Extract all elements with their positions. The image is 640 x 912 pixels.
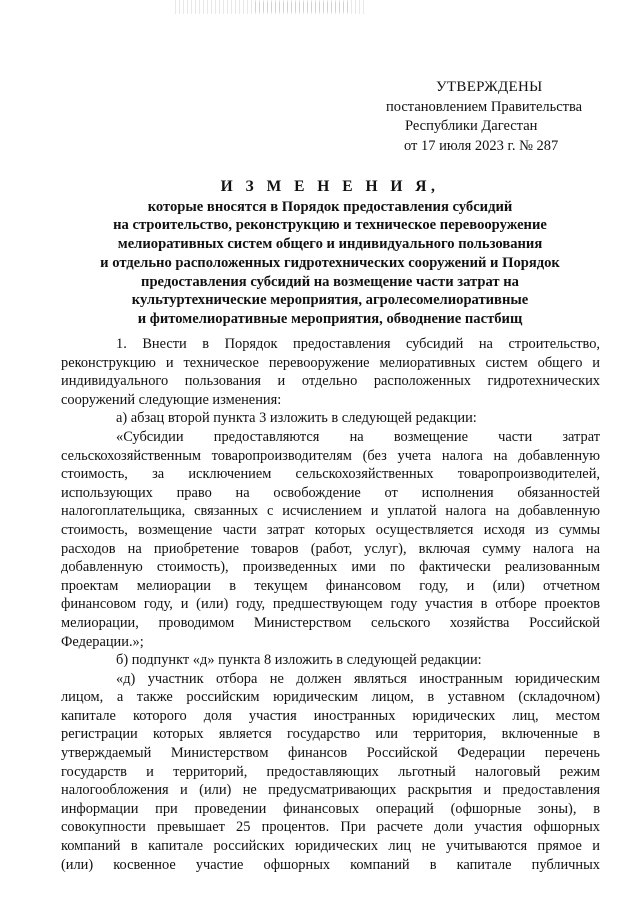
body-line: стоимость, возмещение части затрат которых осуществляется исходя из суммы <box>61 521 600 538</box>
body-line: информации при проведении финансовых операций (офшорные зоны), в <box>61 800 600 817</box>
body-line: регистрации которых является государство или территория, включенные в <box>61 726 600 743</box>
body-line: сельскохозяйственным товаропроизводителям (без учета налога на добавленную <box>61 447 600 464</box>
body-line: «д) участник отбора не должен являться иностранным юридическим <box>116 670 600 687</box>
body-line: компаний в капитале российских юридических лиц не учитываются прямое и <box>61 838 600 855</box>
approval-line: Республики Дагестан <box>405 118 538 134</box>
approval-line: постановлением Правительства <box>386 98 583 115</box>
heading-title: И З М Е Н Е Н И Я, <box>220 178 440 195</box>
heading-line: мелиоративных систем общего и индивидуального пользования <box>117 236 543 253</box>
approval-title: УТВЕРЖДЕНЫ <box>436 79 543 95</box>
document-body <box>61 335 600 874</box>
body-line: налогоплательщика, связанных с исчислением и уплатой налога на добавленную <box>61 503 600 520</box>
heading-line: предоставления субсидий на возмещение части затрат на <box>141 273 519 290</box>
body-line: расходов на приобретение товаров (работ, услуг), включая сумму налога на <box>61 540 600 557</box>
body-line: стоимость, за исключением сельскохозяйственных товаропроизводителей, <box>61 466 600 483</box>
body-line: лицом, а также российским юридическим лицом, в уставном (складочном) <box>61 689 600 706</box>
heading-line: которые вносятся в Порядок предоставления субсидий <box>147 198 513 215</box>
body-line: 1. Внести в Порядок предоставления субсидий на строительство, <box>116 336 600 352</box>
body-line: совокупности превышает 25 процентов. При расчете доли участия офшорных <box>61 819 600 836</box>
body-line: проектам мелиорации в текущем финансовом году, и (или) отчетном <box>61 577 600 594</box>
approval-block <box>360 78 610 156</box>
body-line: утверждаемый Министерством финансов Российской Федерации перечень <box>61 745 600 762</box>
body-line: индивидуального пользования и отдельно расположенных гидротехнических <box>61 373 600 390</box>
approval-date: от 17 июля 2023 г. № 287 <box>404 137 559 154</box>
heading-line: и отдельно расположенных гидротехнических сооружений и Порядок <box>100 254 560 271</box>
body-line: добавленную стоимость), произведенных ими по фактически реализованным <box>61 559 600 576</box>
body-line: б) подпункт «д» пункта 8 изложить в следующей редакции: <box>116 652 482 669</box>
body-line: реконструкцию и техническое перевооружение мелиоративных систем общего и <box>61 354 600 371</box>
body-line: мелиорации, проводимом Министерством сельского хозяйства Российской <box>61 614 600 631</box>
scan-artifact <box>255 2 350 12</box>
body-line: использующих право на освобождение от исполнения обязанностей <box>61 484 600 501</box>
heading-line: на строительство, реконструкцию и техническое перевооружение <box>113 217 547 234</box>
document-heading <box>60 178 600 329</box>
body-line: Федерации.»; <box>61 633 144 650</box>
heading-line: и фитомелиоративные мероприятия, обводнение пастбищ <box>137 310 523 327</box>
body-line: государств и территорий, предоставляющих льготный налоговый режим <box>61 763 600 780</box>
body-line: капитале которого доля участия иностранных юридических лиц, местом <box>61 707 600 724</box>
body-line: финансовом году, и (или) году, предшествующем году участия в отборе проектов <box>61 596 600 613</box>
body-line: налогообложения и (или) не предусматривающих раскрытия и предоставления <box>61 782 600 799</box>
body-line: «Субсидии предоставляются на возмещение части затрат <box>116 428 600 445</box>
body-line: сооружений следующие изменения: <box>61 391 282 408</box>
body-line: а) абзац второй пункта 3 изложить в следующей редакции: <box>116 410 477 427</box>
body-line: (или) косвенное участие офшорных компаний в капитале публичных <box>61 856 600 873</box>
heading-line: культуртехнические мероприятия, агролесомелиоративные <box>131 292 529 309</box>
